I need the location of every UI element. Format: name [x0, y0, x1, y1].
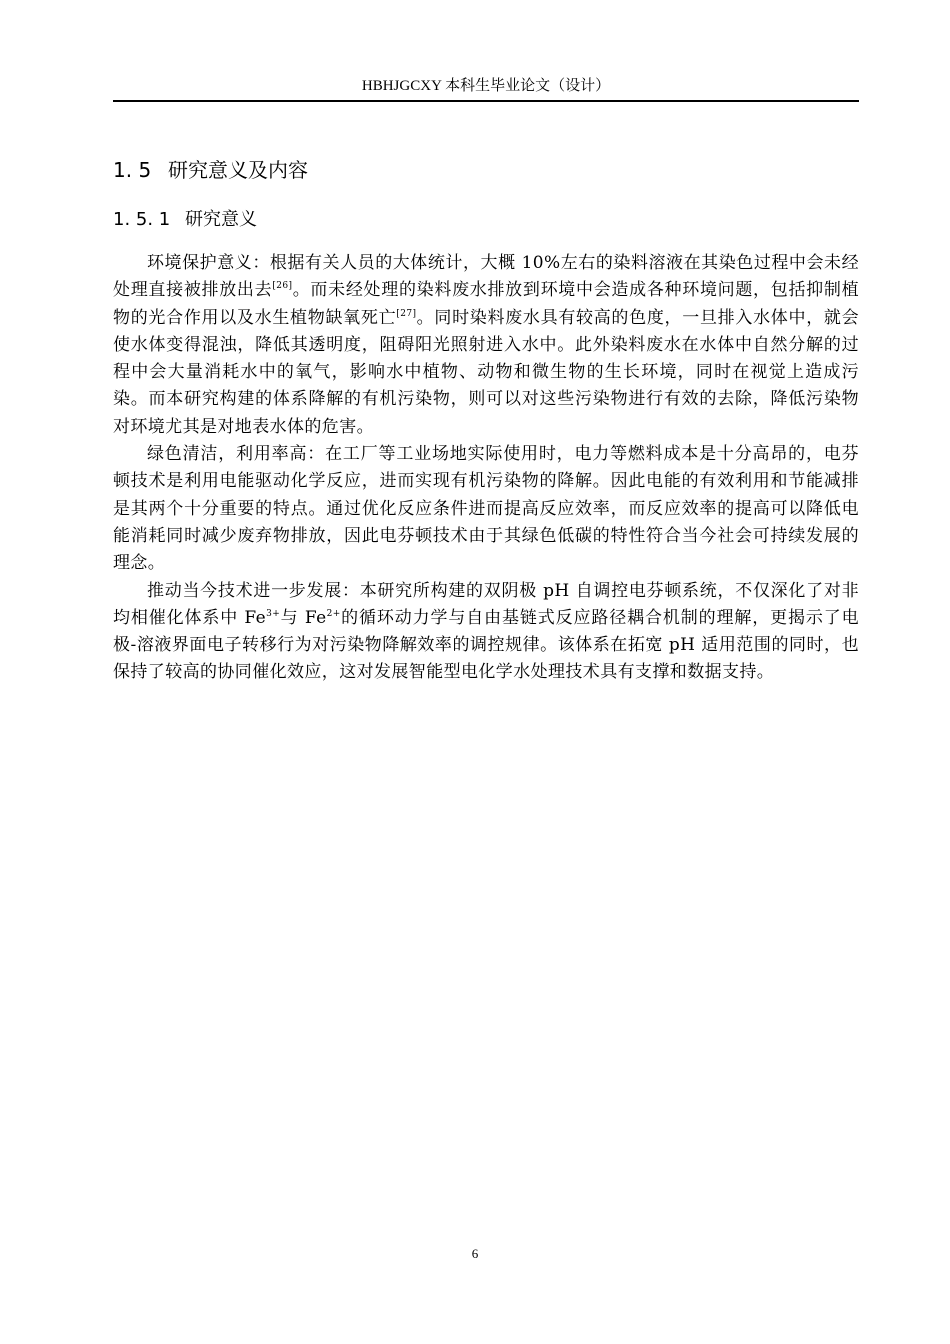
superscript-charge: 3+: [266, 608, 281, 619]
page-header: HBHJGCXY 本科生毕业论文（设计）: [361, 78, 611, 94]
paragraph-green-efficiency: 绿色清洁，利用率高：在工厂等工业场地实际使用时，电力等燃料成本是十分高昂的，电芬顿技术是利用电能驱动化学反应，进而实现有机污染物的降解。因此电能的有效利用和节能减排是其两个十分重要的特点。通过优化反应条件进而提高反应效率，而反应效率的提高可以降低电能消耗同时减少废弃物排放，因此电芬顿技术由于其绿色低碳的特性符合当今社会可持续发展的理念。: [113, 444, 859, 574]
citation: [26]: [272, 281, 293, 292]
section-heading: [113, 156, 308, 184]
paragraph-technology-development: [113, 578, 859, 687]
citation: [27]: [396, 308, 417, 319]
paragraph-environmental-significance: [113, 250, 859, 441]
subsection-title: 研究意义: [185, 209, 257, 230]
section-number: 1. 5: [113, 158, 152, 182]
paragraph-text: 推动当今技术进一步发展：本研究所构建的双阴极 pH 自调控电芬顿系统，不仅深化了对非均相催化体系中 Fe: [113, 580, 859, 628]
body-text: [113, 250, 859, 687]
paragraph-text: 。而未经处理的染料废水排放到环境中会造成各种环境问题，包括抑制植物的光合作用以及水生植物缺氧死亡: [113, 280, 859, 328]
paragraph-text: 环境保护意义：根据有关人员的大体统计，大概 10%左右的染料溶液在其染色过程中会未经处理直接被排放出去: [113, 253, 859, 301]
header-divider: [113, 100, 859, 102]
section-title: 研究意义及内容: [168, 158, 308, 182]
subsection-number: 1. 5. 1: [113, 209, 171, 230]
paragraph-text: 的循环动力学与自由基链式反应路径耦合机制的理解，更揭示了电极-溶液界面电子转移行为对污染物降解效率的调控规律。该体系在拓宽 pH 适用范围的同时，也保持了较高的协同催化效应，这对发展智能型电化学水处理技术具有支撑和数据支持。: [113, 607, 859, 683]
paragraph-text: 。同时染料废水具有较高的色度，一旦排入水体中，就会使水体变得混浊，降低其透明度，阻碍阳光照射进入水中。此外染料废水在水体中自然分解的过程中会大量消耗水中的氧气，影响水中植物、动物和微生物的生长环境，同时在视觉上造成污染。而本研究构建的体系降解的有机污染物，则可以对这些污染物进行有效的去除，降低污染物对环境尤其是对地表水体的危害。: [113, 307, 860, 437]
subsection-heading: [113, 207, 257, 233]
superscript-charge: 2+: [326, 608, 341, 619]
page-number: 6: [471, 1246, 479, 1261]
paragraph-text: 与 Fe: [280, 607, 327, 628]
